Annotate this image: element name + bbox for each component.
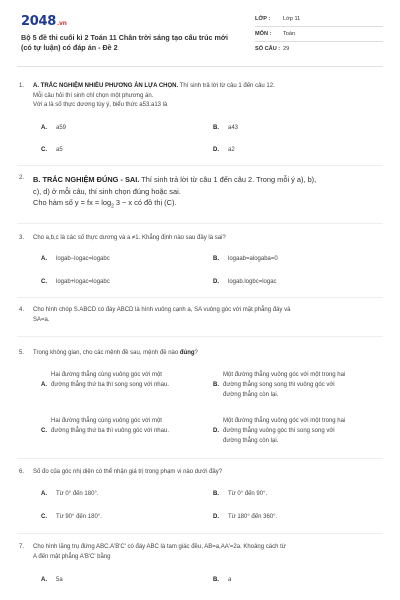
- meta-class-label: LỚP :: [255, 16, 271, 22]
- option-text: logab.logbc=logac: [228, 279, 277, 285]
- divider: [255, 26, 383, 27]
- question-number: 6.: [19, 469, 25, 475]
- option-a[interactable]: [41, 577, 63, 583]
- meta-count-label: SỐ CÂU :: [255, 46, 281, 52]
- option-text: Hai đường thẳng cùng vuông góc với một đường thẳng thứ ba thì song song với nhau.: [51, 372, 169, 388]
- option-b[interactable]: [213, 256, 278, 262]
- option-text: a2: [228, 147, 235, 153]
- option-text: 5a: [56, 577, 63, 583]
- option-letter: A.: [41, 125, 47, 131]
- option-text: logab−logac=logabc: [56, 256, 110, 262]
- meta-count-value: 29: [283, 46, 290, 52]
- question-number: 3.: [19, 235, 25, 241]
- option-d[interactable]: [213, 514, 277, 520]
- question-line: SA=a.: [33, 316, 50, 323]
- meta-class-value: Lớp 11: [283, 16, 301, 22]
- divider: [17, 165, 383, 166]
- emphasis: đúng: [179, 350, 195, 356]
- logo-suffix: .vn: [56, 20, 67, 27]
- option-b[interactable]: [213, 125, 238, 131]
- option-d[interactable]: [213, 279, 277, 285]
- question-line: Thí sinh trả lời từ câu 1 đến câu 12.: [178, 83, 275, 89]
- section-heading: B. TRẮC NGHIỆM ĐÚNG - SAI.: [33, 175, 140, 184]
- question-text: [33, 306, 378, 325]
- question-number: 7.: [19, 544, 25, 550]
- question-line: Mỗi câu hỏi thí sinh chỉ chọn một phương án.: [33, 92, 154, 99]
- option-text: Một đường thẳng vuông góc với một trong hai đường thẳng vuông góc thì song song với đường thẳng còn lại.: [223, 418, 346, 444]
- question-number: 1.: [19, 83, 25, 89]
- option-c[interactable]: [41, 514, 102, 520]
- document-title: Bộ 5 đề thi cuối kì 2 Toán 11 Chân trời sáng tạo cấu trúc mới (có tự luận) có đáp án - Đề 2: [21, 33, 228, 52]
- option-letter: B.: [213, 125, 219, 131]
- question-line: 3 − x có đồ thị (C).: [113, 198, 177, 207]
- divider: [17, 533, 383, 534]
- option-letter: D.: [213, 514, 219, 520]
- question-text: Số đo của góc nhị diện có thể nhận giá trị trong phạm vi nào dưới đây?: [33, 469, 223, 475]
- divider: [17, 297, 383, 298]
- option-letter: C.: [41, 147, 47, 153]
- question-number: 4.: [19, 307, 25, 313]
- question-line: Cho hình chóp S.ABCD có đáy ABCD là hình vuông cạnh a, SA vuông góc với mặt phẳng đáy và: [33, 307, 291, 313]
- question-line: Trong không gian, cho các mệnh đề sau, mệnh đề nào: [33, 350, 180, 356]
- option-text: Từ 90° đến 180°.: [56, 514, 102, 520]
- question-line: Với a là số thực dương tùy ý, biểu thức a53.a13 là: [33, 102, 168, 108]
- question-text: [33, 543, 378, 562]
- option-text: a: [228, 577, 232, 583]
- meta-subject-value: Toán: [283, 31, 296, 37]
- divider: [17, 336, 383, 337]
- divider: [17, 223, 383, 224]
- option-letter: C.: [41, 514, 47, 520]
- question-line: A đến mặt phẳng A'B'C' bằng: [33, 553, 111, 560]
- option-letter: A.: [41, 491, 47, 497]
- option-text: a5: [56, 147, 63, 153]
- log-base: 2: [111, 203, 114, 210]
- question-line: c), d) ở mỗi câu, thí sinh chọn đúng hoặc sai.: [33, 186, 181, 196]
- option-c[interactable]: [41, 147, 63, 153]
- question-text: [33, 174, 378, 213]
- option-text: a59: [56, 125, 67, 131]
- question-line: Cho hình lăng trụ đứng ABC.A'B'C' có đáy ABC là tam giác đều, AB=a,AA'=2a. Khoảng cách từ: [33, 544, 286, 550]
- option-a[interactable]: [41, 256, 110, 262]
- option-c[interactable]: [41, 279, 110, 285]
- document-header: [0, 0, 400, 68]
- question-text: Cho a,b,c là các số thực dương và a ≠1. Khẳng định nào sau đây là sai?: [33, 235, 226, 241]
- option-letter: C.: [41, 428, 47, 434]
- option-text: logaab=alogaba=0: [228, 256, 278, 262]
- option-a[interactable]: [41, 491, 99, 497]
- question-number: 5.: [19, 350, 25, 356]
- option-letter: B.: [213, 577, 219, 583]
- question-line: ?: [194, 350, 198, 356]
- option-letter: B.: [213, 256, 219, 262]
- option-text: Từ 0° đến 180°.: [56, 491, 99, 497]
- option-b[interactable]: [213, 491, 267, 497]
- site-logo[interactable]: [21, 14, 67, 29]
- option-letter: B.: [213, 491, 219, 497]
- option-text: Từ 0° đến 90°.: [228, 491, 268, 497]
- divider: [17, 458, 383, 459]
- option-a[interactable]: [41, 125, 66, 131]
- option-d[interactable]: [213, 147, 235, 153]
- option-text: Một đường thẳng vuông góc với một trong hai đường thẳng song song thì vuông góc với đường thẳng còn lại.: [223, 372, 346, 398]
- meta-subject-label: MÔN :: [255, 31, 272, 37]
- option-text: Hai đường thẳng cùng vuông góc với một đường thẳng thứ ba thì vuông góc với nhau.: [51, 418, 169, 434]
- question-text: [33, 349, 378, 359]
- option-letter: C.: [41, 279, 47, 285]
- question-text: [33, 82, 378, 111]
- option-letter: D.: [213, 428, 219, 434]
- header-divider: [17, 66, 383, 67]
- option-letter: A.: [41, 256, 47, 262]
- question-line: Thí sinh trả lời từ câu 1 đến câu 2. Trong mỗi ý a), b),: [139, 175, 317, 184]
- option-letter: A.: [41, 382, 47, 388]
- option-letter: D.: [213, 279, 219, 285]
- option-letter: A.: [41, 577, 47, 583]
- question-line: Cho hàm số y = fx = log: [33, 198, 112, 207]
- option-letter: D.: [213, 147, 219, 153]
- option-letter: B.: [213, 382, 219, 388]
- question-number: 2.: [19, 175, 25, 181]
- option-text: logab+logac=logabc: [56, 279, 110, 285]
- option-text: a43: [228, 125, 239, 131]
- section-heading: A. TRẮC NGHIỆM NHIỀU PHƯƠNG ÁN LỰA CHỌN.: [33, 83, 179, 89]
- logo-text: 2048: [21, 14, 56, 29]
- option-b[interactable]: [213, 577, 231, 583]
- option-text: Từ 180° đến 360°.: [228, 514, 278, 520]
- divider: [255, 41, 383, 42]
